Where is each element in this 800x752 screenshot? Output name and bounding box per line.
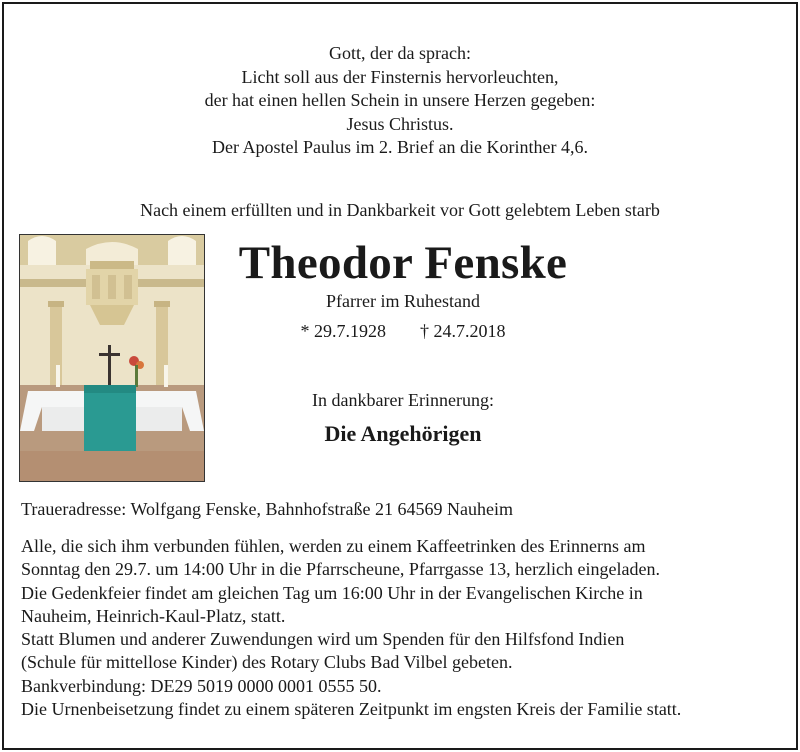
birth-date: * 29.7.1928: [300, 321, 386, 341]
verse-line: Jesus Christus.: [346, 113, 454, 134]
intro-text: Nach einem erfüllten und in Dankbarkeit vor Gott gelebtem Leben starb: [140, 200, 660, 220]
announcement-body: [21, 535, 681, 721]
body-line: Sonntag den 29.7. um 14:00 Uhr in die Pfarrscheune, Pfarrgasse 13, herzlich eingeladen.: [21, 559, 660, 580]
mourning-address: Traueradresse: Wolfgang Fenske, Bahnhofstraße 21 64569 Nauheim: [21, 499, 513, 519]
body-line: Nauheim, Heinrich-Kaul-Platz, statt.: [21, 605, 286, 626]
obituary-notice: [2, 2, 798, 750]
bank-details: Bankverbindung: DE29 5019 0000 0001 0555 50.: [21, 675, 382, 696]
mourners-name: Die Angehörigen: [324, 421, 482, 446]
verse-reference: Der Apostel Paulus im 2. Brief an die Korinther 4,6.: [212, 137, 588, 157]
verse-line: Licht soll aus der Finsternis hervorleuchten,: [241, 66, 559, 87]
deceased-role: Pfarrer im Ruhestand: [326, 291, 480, 311]
body-line: Die Urnenbeisetzung findet zu einem späteren Zeitpunkt im engsten Kreis der Familie statt.: [21, 699, 682, 720]
body-line: Die Gedenkfeier findet am gleichen Tag um 16:00 Uhr in der Evangelischen Kirche in: [21, 582, 643, 603]
bible-verse: [4, 42, 796, 160]
body-line: Alle, die sich ihm verbunden fühlen, werden zu einem Kaffeetrinken des Erinnerns am: [21, 536, 646, 556]
remembrance-line: In dankbarer Erinnerung:: [312, 390, 494, 410]
death-date: † 24.7.2018: [420, 321, 506, 341]
life-dates: [207, 321, 599, 342]
verse-line: der hat einen hellen Schein in unsere Herzen gegeben:: [204, 90, 596, 110]
body-line: (Schule für mittellose Kinder) des Rotary Clubs Bad Vilbel gebeten.: [21, 652, 513, 673]
verse-line: Gott, der da sprach:: [329, 43, 471, 63]
church-altar-photo: [19, 234, 205, 482]
deceased-name: Theodor Fenske: [238, 237, 568, 289]
body-line: Statt Blumen und anderer Zuwendungen wird um Spenden für den Hilfsfond Indien: [21, 629, 625, 650]
